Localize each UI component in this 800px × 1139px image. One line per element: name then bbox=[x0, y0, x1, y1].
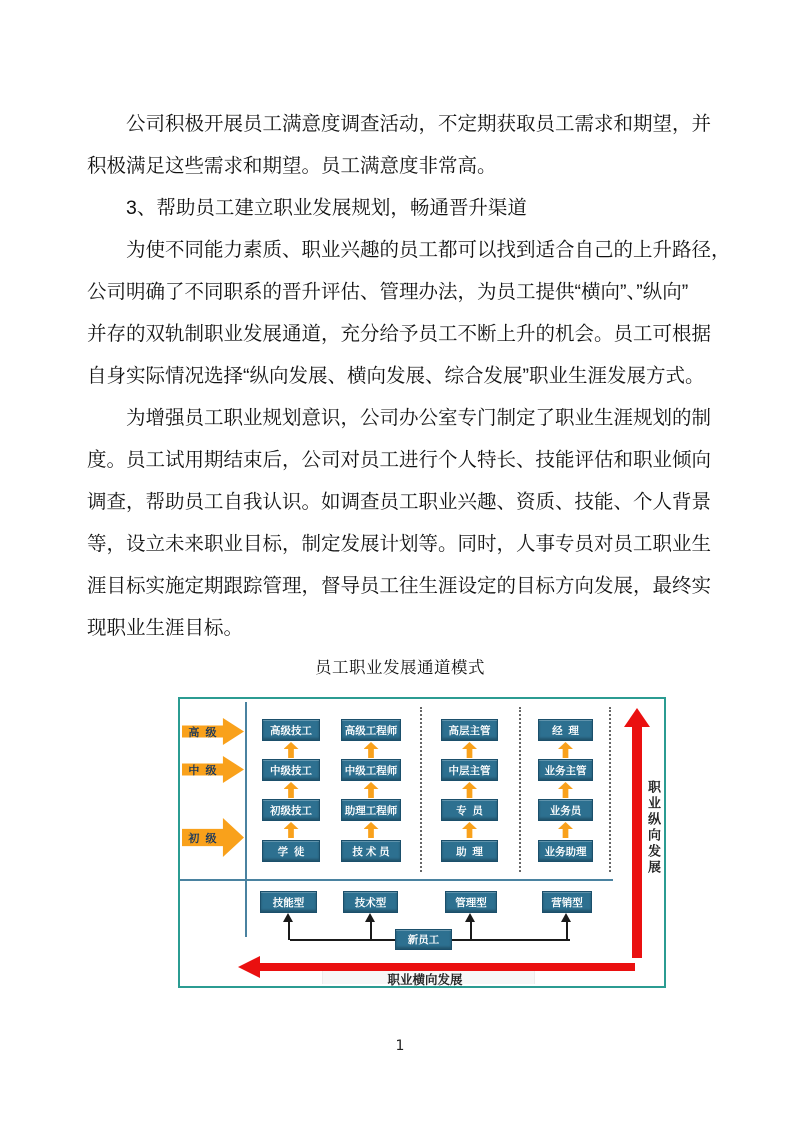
grid-divider-line bbox=[180, 879, 613, 881]
page-number: 1 bbox=[395, 1038, 405, 1054]
promotion-arrow-icon bbox=[364, 742, 379, 758]
level-arrow bbox=[182, 818, 244, 857]
level-divider-line bbox=[245, 702, 247, 937]
rank-box: 业务主管 bbox=[538, 759, 593, 781]
category-arrowhead-icon bbox=[283, 913, 293, 922]
rank-box: 中级技工 bbox=[262, 759, 320, 781]
text-line: 现职业生涯目标。 bbox=[87, 617, 244, 639]
text-line: 涯目标实施定期跟踪管理，督导员工往生涯设定的目标方向发展，最终实 bbox=[87, 575, 712, 597]
promotion-arrow-icon bbox=[558, 782, 573, 798]
category-arrow-stem bbox=[288, 921, 290, 940]
text-line: 自身实际情况选择“纵向发展、横向发展、综合发展”职业生涯发展方式。 bbox=[87, 365, 705, 387]
new-employee-box: 新员工 bbox=[395, 929, 452, 950]
vertical-axis-arrow bbox=[632, 726, 642, 958]
level-arrow-label: 初 级 bbox=[188, 832, 217, 845]
text-line: 公司明确了不同职系的晋升评估、管理办法，为员工提供“横向”、”纵向” bbox=[87, 281, 689, 303]
rank-box: 学 徒 bbox=[262, 840, 320, 862]
rank-box: 助理工程师 bbox=[341, 799, 401, 821]
category-box: 技能型 bbox=[260, 891, 317, 913]
level-arrow bbox=[182, 718, 244, 745]
text-line: 度。员工试用期结束后，公司对员工进行个人特长、技能评估和职业倾向 bbox=[87, 449, 712, 471]
level-arrow-label: 中 级 bbox=[188, 764, 217, 777]
text-line: 等，设立未来职业目标，制定发展计划等。同时，人事专员对员工职业生 bbox=[87, 533, 712, 555]
column-separator-dotted bbox=[519, 707, 521, 872]
promotion-arrow-icon bbox=[284, 822, 299, 838]
diagram-title: 员工职业发展通道模式 bbox=[315, 659, 485, 677]
category-box: 营销型 bbox=[542, 891, 592, 913]
text-line: 并存的双轨制职业发展通道，充分给予员工不断上升的机会。员工可根据 bbox=[87, 323, 712, 345]
text-line: 调查，帮助员工自我认识。如调查员工职业兴趣、资质、技能、个人背景 bbox=[87, 491, 712, 513]
promotion-arrow-icon bbox=[364, 822, 379, 838]
category-arrow-stem bbox=[470, 921, 472, 940]
category-arrowhead-icon bbox=[561, 913, 571, 922]
text-line: 为使不同能力素质、职业兴趣的员工都可以找到适合自己的上升路径， bbox=[126, 239, 731, 261]
rank-box: 业务助理 bbox=[538, 840, 593, 862]
body-text bbox=[87, 110, 731, 656]
promotion-arrow-icon bbox=[284, 782, 299, 798]
promotion-arrow-icon bbox=[284, 742, 299, 758]
rank-box: 技 术 员 bbox=[341, 840, 401, 862]
text-line: 公司积极开展员工满意度调查活动，不定期获取员工需求和期望，并 bbox=[126, 113, 712, 135]
rank-box: 中层主管 bbox=[441, 759, 498, 781]
category-arrowhead-icon bbox=[465, 913, 475, 922]
category-arrow-stem bbox=[566, 921, 568, 940]
column-separator-dotted bbox=[420, 707, 422, 872]
level-arrow-label: 高 级 bbox=[188, 726, 217, 739]
level-arrow bbox=[182, 756, 244, 783]
promotion-arrow-icon bbox=[558, 822, 573, 838]
text-line: 积极满足这些需求和期望。员工满意度非常高。 bbox=[87, 155, 497, 177]
category-box: 技术型 bbox=[343, 891, 398, 913]
career-path-diagram bbox=[178, 697, 666, 988]
vertical-axis-arrowhead-icon bbox=[624, 708, 650, 727]
vertical-axis-label: 职业纵向发展 bbox=[646, 780, 661, 876]
rank-box: 业务员 bbox=[538, 799, 593, 821]
promotion-arrow-icon bbox=[558, 742, 573, 758]
rank-box: 高级工程师 bbox=[341, 719, 401, 741]
column-separator-dotted bbox=[609, 707, 611, 872]
category-arrow-stem bbox=[370, 921, 372, 940]
rank-box: 高层主管 bbox=[441, 719, 498, 741]
promotion-arrow-icon bbox=[462, 742, 477, 758]
rank-box: 中级工程师 bbox=[341, 759, 401, 781]
horizontal-axis-arrowhead-icon bbox=[238, 956, 260, 978]
category-arrowhead-icon bbox=[365, 913, 375, 922]
rank-box: 助 理 bbox=[441, 840, 498, 862]
text-line: 3、帮助员工建立职业发展规划，畅通晋升渠道 bbox=[126, 197, 527, 219]
horizontal-axis-label: 职业横向发展 bbox=[387, 973, 463, 987]
rank-box: 高级技工 bbox=[262, 719, 320, 741]
promotion-arrow-icon bbox=[364, 782, 379, 798]
text-line: 为增强员工职业规划意识，公司办公室专门制定了职业生涯规划的制 bbox=[126, 407, 712, 429]
category-box: 管理型 bbox=[445, 891, 497, 913]
rank-box: 经 理 bbox=[538, 719, 593, 741]
promotion-arrow-icon bbox=[462, 822, 477, 838]
rank-box: 专 员 bbox=[441, 799, 498, 821]
promotion-arrow-icon bbox=[462, 782, 477, 798]
rank-box: 初级技工 bbox=[262, 799, 320, 821]
